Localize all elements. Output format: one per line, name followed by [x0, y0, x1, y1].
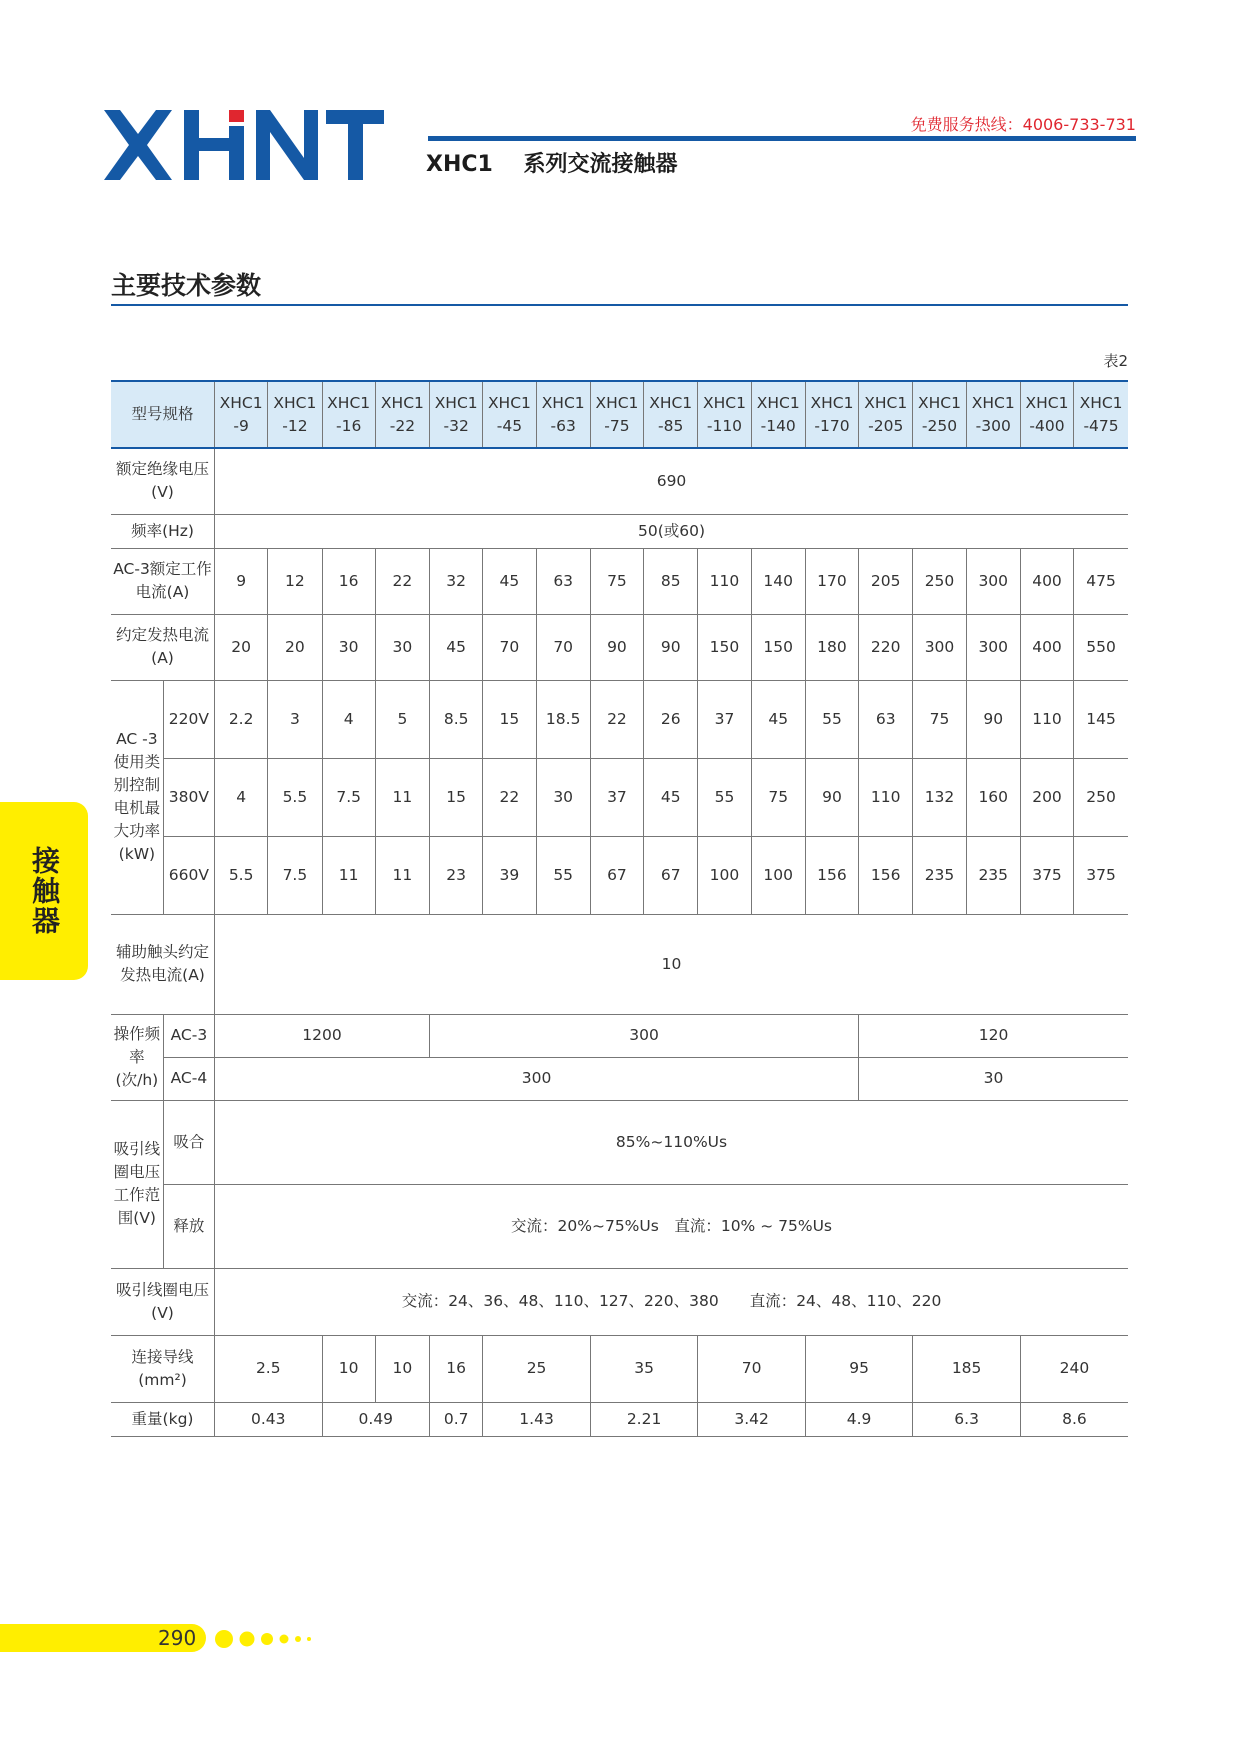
- row-label: [111, 1335, 215, 1402]
- model-cell: XHC1 -63: [536, 381, 590, 448]
- value-cell: 185: [913, 1335, 1021, 1402]
- category-side-tab: [0, 802, 88, 980]
- value-cell: 75: [590, 548, 643, 614]
- value-cell: 4.9: [805, 1402, 913, 1436]
- thermal-current-row: [111, 614, 1128, 680]
- table-caption: 表2: [1103, 352, 1128, 370]
- value-cell: 90: [966, 680, 1020, 758]
- footer-dots-decoration: [214, 1624, 324, 1654]
- value-cell: 90: [644, 614, 698, 680]
- value-cell: 375: [1020, 836, 1073, 914]
- value-cell: 11: [375, 758, 429, 836]
- operating-freq-ac4-row: [111, 1057, 1128, 1100]
- model-cell: XHC1 -140: [751, 381, 805, 448]
- value-cell: 11: [322, 836, 375, 914]
- side-tab-label: 接触器: [28, 846, 61, 936]
- value-cell: 20: [268, 614, 322, 680]
- section-rule: [111, 304, 1128, 306]
- value-cell: 300: [215, 1057, 859, 1100]
- motor-power-row-220: [111, 680, 1128, 758]
- section-title: 主要技术参数: [111, 271, 262, 300]
- value-cell: 70: [536, 614, 590, 680]
- value-cell: 5.5: [268, 758, 322, 836]
- value-cell: 400: [1020, 548, 1073, 614]
- value-cell: 70: [698, 1335, 806, 1402]
- value-cell: 550: [1074, 614, 1128, 680]
- model-cell: XHC1 -45: [483, 381, 536, 448]
- value-cell: 30: [859, 1057, 1128, 1100]
- voltage-cell: 380V: [163, 758, 214, 836]
- model-cell: XHC1 -110: [698, 381, 751, 448]
- model-cell: XHC1 -250: [913, 381, 966, 448]
- value-cell: 45: [483, 548, 536, 614]
- model-cell: XHC1 -300: [966, 381, 1020, 448]
- value-cell: 30: [536, 758, 590, 836]
- value-cell: 250: [1074, 758, 1128, 836]
- value-cell: 100: [751, 836, 805, 914]
- coil-voltage-row: [111, 1268, 1128, 1335]
- value-cell: 200: [1020, 758, 1073, 836]
- row-label: 吸引线圈电压工作范围(V): [111, 1100, 163, 1268]
- value-cell: 67: [644, 836, 698, 914]
- value-cell: 110: [859, 758, 913, 836]
- specs-table: [111, 380, 1128, 1437]
- value-cell: 400: [1020, 614, 1073, 680]
- value-cell: 85: [644, 548, 698, 614]
- value-cell: 95: [805, 1335, 913, 1402]
- coil-release-row: [111, 1184, 1128, 1268]
- value-cell: 2.5: [215, 1335, 323, 1402]
- coil-pickup-row: [111, 1100, 1128, 1184]
- model-cell: XHC1 -170: [805, 381, 858, 448]
- value-cell: 32: [430, 548, 483, 614]
- value-cell: 90: [805, 758, 858, 836]
- value-cell: 3: [268, 680, 322, 758]
- value-cell: 85%~110%Us: [215, 1100, 1128, 1184]
- row-label: 额定绝缘电压(V): [111, 448, 215, 514]
- value-cell: 16: [322, 548, 375, 614]
- value-cell: 132: [913, 758, 966, 836]
- weight-row: [111, 1402, 1128, 1436]
- value-cell: 45: [644, 758, 698, 836]
- value-cell: 690: [215, 448, 1128, 514]
- motor-power-row-660: [111, 836, 1128, 914]
- value-cell: 39: [483, 836, 536, 914]
- value-cell: 300: [966, 614, 1020, 680]
- value-cell: 9: [215, 548, 268, 614]
- row-label: AC-3额定工作电流(A): [111, 548, 215, 614]
- value-cell: 8.5: [430, 680, 483, 758]
- category-cell: AC-4: [163, 1057, 214, 1100]
- value-cell: 3.42: [698, 1402, 806, 1436]
- value-cell: 35: [590, 1335, 698, 1402]
- value-cell: 160: [966, 758, 1020, 836]
- value-cell: 55: [698, 758, 751, 836]
- row-label: 约定发热电流(A): [111, 614, 215, 680]
- value-cell: 0.43: [215, 1402, 323, 1436]
- value-cell: 30: [375, 614, 429, 680]
- value-cell: 55: [805, 680, 858, 758]
- value-cell: 300: [966, 548, 1020, 614]
- value-cell: 156: [859, 836, 913, 914]
- value-cell: 156: [805, 836, 858, 914]
- value-cell: 12: [268, 548, 322, 614]
- voltage-cell: 660V: [163, 836, 214, 914]
- value-cell: 170: [805, 548, 858, 614]
- model-cell: XHC1 -16: [322, 381, 375, 448]
- value-cell: 11: [375, 836, 429, 914]
- value-cell: 2.21: [590, 1402, 698, 1436]
- value-cell: 150: [751, 614, 805, 680]
- value-cell: 6.3: [913, 1402, 1021, 1436]
- value-cell: 2.2: [215, 680, 268, 758]
- aux-contact-row: [111, 914, 1128, 1014]
- frequency-row: [111, 514, 1128, 548]
- row-label: 辅助触头约定发热电流(A): [111, 914, 215, 1014]
- value-cell: 75: [751, 758, 805, 836]
- value-cell: 1.43: [483, 1402, 591, 1436]
- model-cell: XHC1 -22: [375, 381, 429, 448]
- value-cell: 0.49: [322, 1402, 430, 1436]
- value-cell: 37: [590, 758, 643, 836]
- hotline-text: 免费服务热线：4006-733-731: [910, 115, 1136, 134]
- value-cell: 100: [698, 836, 751, 914]
- model-cell: XHC1 -32: [430, 381, 483, 448]
- value-cell: 1200: [215, 1014, 430, 1057]
- value-cell: 375: [1074, 836, 1128, 914]
- category-cell: AC-3: [163, 1014, 214, 1057]
- row-label: 操作频率(次/h): [111, 1014, 163, 1100]
- value-cell: 220: [859, 614, 913, 680]
- wire-row: [111, 1335, 1128, 1402]
- value-cell: 0.7: [430, 1402, 483, 1436]
- value-cell: 16: [430, 1335, 483, 1402]
- value-cell: 15: [430, 758, 483, 836]
- value-cell: 10: [215, 914, 1128, 1014]
- value-cell: 67: [590, 836, 643, 914]
- category-cell: 吸合: [163, 1100, 214, 1184]
- value-cell: 145: [1074, 680, 1128, 758]
- row-label: AC -3使用类别控制电机最大功率(kW): [111, 680, 163, 914]
- value-cell: 23: [430, 836, 483, 914]
- value-cell: 75: [913, 680, 966, 758]
- model-cell: XHC1 -75: [590, 381, 643, 448]
- value-cell: 240: [1020, 1335, 1128, 1402]
- value-cell: 8.6: [1020, 1402, 1128, 1436]
- model-cell: XHC1 -9: [215, 381, 268, 448]
- row-label: 频率(Hz): [111, 514, 215, 548]
- model-cell: XHC1 -12: [268, 381, 322, 448]
- value-cell: 22: [590, 680, 643, 758]
- value-cell: 205: [859, 548, 913, 614]
- header-label: 型号规格: [111, 381, 215, 448]
- value-cell: 26: [644, 680, 698, 758]
- value-cell: 15: [483, 680, 536, 758]
- wire-unit: (mm²): [138, 1370, 187, 1389]
- operating-freq-ac3-row: [111, 1014, 1128, 1057]
- header-row: [111, 381, 1128, 448]
- value-cell: 25: [483, 1335, 591, 1402]
- value-cell: 37: [698, 680, 751, 758]
- value-cell: 10: [375, 1335, 429, 1402]
- value-cell: 7.5: [322, 758, 375, 836]
- value-cell: 5.5: [215, 836, 268, 914]
- value-cell: 交流：20%~75%Us 直流：10% ~ 75%Us: [215, 1184, 1128, 1268]
- value-cell: 300: [913, 614, 966, 680]
- value-cell: 45: [430, 614, 483, 680]
- model-cell: XHC1 -475: [1074, 381, 1128, 448]
- value-cell: 4: [215, 758, 268, 836]
- value-cell: 30: [322, 614, 375, 680]
- value-cell: 235: [966, 836, 1020, 914]
- value-cell: 120: [859, 1014, 1128, 1057]
- header-rule: [428, 136, 1136, 141]
- value-cell: 475: [1074, 548, 1128, 614]
- wire-label: 连接导线: [131, 1347, 194, 1366]
- value-cell: 7.5: [268, 836, 322, 914]
- value-cell: 63: [536, 548, 590, 614]
- value-cell: 45: [751, 680, 805, 758]
- value-cell: 150: [698, 614, 751, 680]
- value-cell: 63: [859, 680, 913, 758]
- value-cell: 5: [375, 680, 429, 758]
- voltage-cell: 220V: [163, 680, 214, 758]
- insulation-row: [111, 448, 1128, 514]
- category-cell: 释放: [163, 1184, 214, 1268]
- row-label: 吸引线圈电压(V): [111, 1268, 215, 1335]
- value-cell: 22: [483, 758, 536, 836]
- value-cell: 110: [1020, 680, 1073, 758]
- value-cell: 300: [430, 1014, 859, 1057]
- value-cell: 20: [215, 614, 268, 680]
- value-cell: 4: [322, 680, 375, 758]
- value-cell: 250: [913, 548, 966, 614]
- value-cell: 交流：24、36、48、110、127、220、380 直流：24、48、110、220: [215, 1268, 1128, 1335]
- value-cell: 235: [913, 836, 966, 914]
- value-cell: 90: [590, 614, 643, 680]
- value-cell: 140: [751, 548, 805, 614]
- value-cell: 22: [375, 548, 429, 614]
- value-cell: 10: [322, 1335, 375, 1402]
- row-label: 重量(kg): [111, 1402, 215, 1436]
- value-cell: 55: [536, 836, 590, 914]
- value-cell: 110: [698, 548, 751, 614]
- value-cell: 70: [483, 614, 536, 680]
- motor-power-row-380: [111, 758, 1128, 836]
- value-cell: 180: [805, 614, 858, 680]
- model-cell: XHC1 -400: [1020, 381, 1073, 448]
- xhnt-logo: [104, 100, 384, 190]
- model-cell: XHC1 -205: [859, 381, 913, 448]
- value-cell: 50(或60): [215, 514, 1128, 548]
- page-number: 290: [158, 1626, 197, 1650]
- model-cell: XHC1 -85: [644, 381, 698, 448]
- product-title: XHC1 系列交流接触器: [426, 152, 678, 177]
- value-cell: 18.5: [536, 680, 590, 758]
- ac3-current-row: [111, 548, 1128, 614]
